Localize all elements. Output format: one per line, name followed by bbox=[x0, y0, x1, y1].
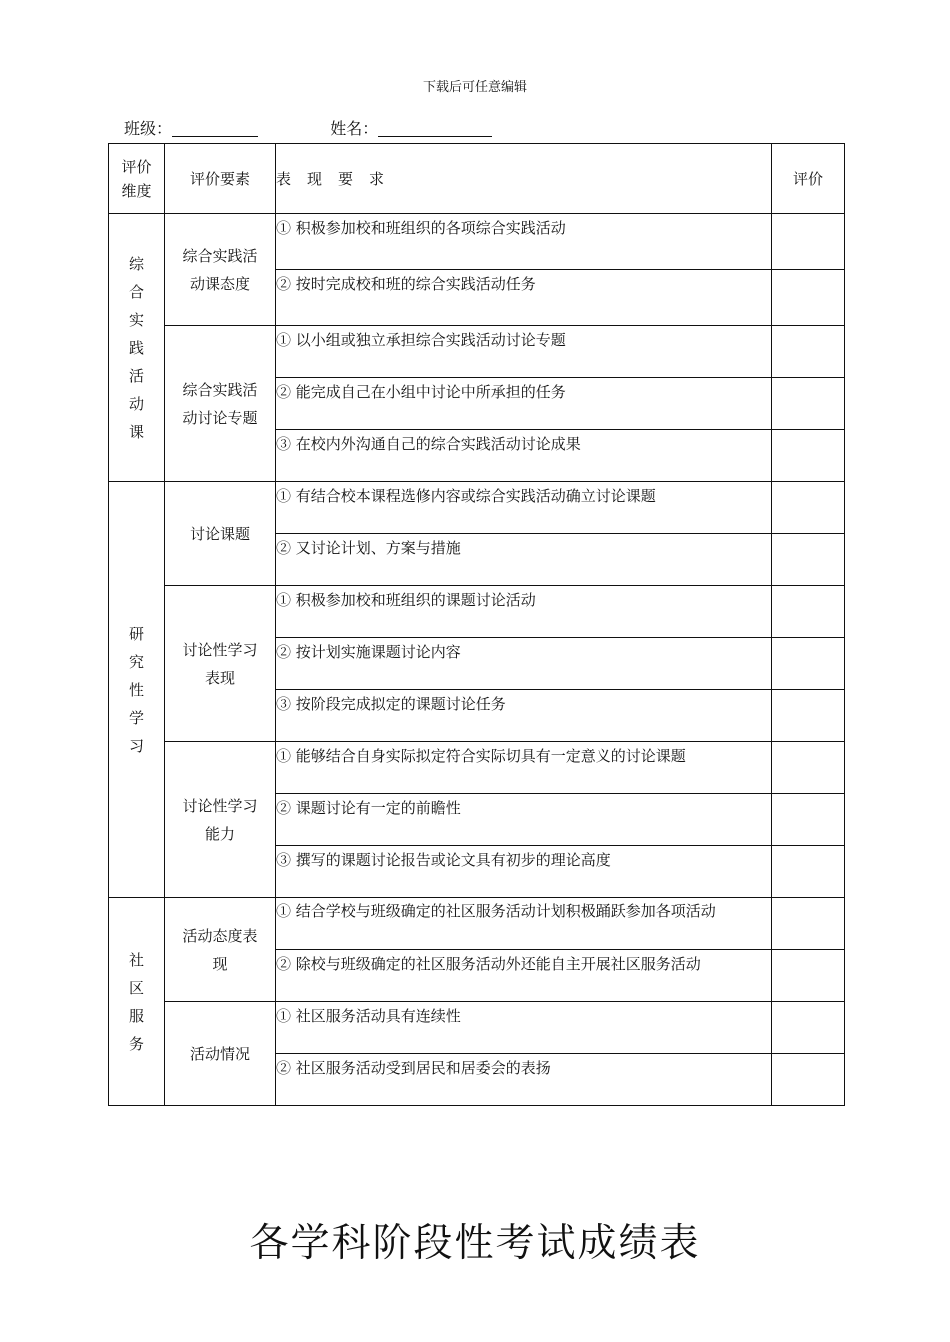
dimension-label bbox=[109, 250, 164, 446]
element-cell: 综合实践活动课态度 bbox=[165, 214, 276, 326]
header-requirement: 表现要求 bbox=[276, 144, 772, 214]
page-title: 各学科阶段性考试成绩表 bbox=[249, 1221, 701, 1266]
dimension-label bbox=[109, 620, 164, 760]
requirement-cell: ① 积极参加校和班组织的课题讨论活动 bbox=[276, 586, 772, 638]
header-note: 下载后可任意编辑 bbox=[422, 80, 527, 95]
table-row bbox=[109, 586, 845, 638]
score-cell[interactable] bbox=[772, 794, 845, 846]
score-cell[interactable] bbox=[772, 1054, 845, 1106]
score-cell[interactable] bbox=[772, 898, 845, 950]
dimension-char: 性 bbox=[128, 680, 144, 699]
table-row bbox=[109, 214, 845, 270]
form-fields bbox=[124, 116, 492, 139]
dimension-char: 综 bbox=[128, 254, 144, 273]
score-cell[interactable] bbox=[772, 430, 845, 482]
score-cell[interactable] bbox=[772, 482, 845, 534]
dimension-char: 社 bbox=[128, 950, 144, 969]
requirement-cell: ① 结合学校与班级确定的社区服务活动计划积极踊跃参加各项活动 bbox=[276, 898, 772, 950]
requirement-cell: ② 除校与班级确定的社区服务活动外还能自主开展社区服务活动 bbox=[276, 950, 772, 1002]
requirement-cell: ① 社区服务活动具有连续性 bbox=[276, 1002, 772, 1054]
dimension-label bbox=[109, 946, 164, 1058]
requirement-cell: ② 按时完成校和班的综合实践活动任务 bbox=[276, 270, 772, 326]
score-cell[interactable] bbox=[772, 378, 845, 430]
requirement-cell: ① 以小组或独立承担综合实践活动讨论专题 bbox=[276, 326, 772, 378]
element-cell: 讨论性学习能力 bbox=[165, 742, 276, 898]
table-row bbox=[109, 898, 845, 950]
dimension-char: 习 bbox=[128, 736, 144, 755]
score-cell[interactable] bbox=[772, 950, 845, 1002]
name-field[interactable] bbox=[378, 120, 492, 137]
table-header-row bbox=[109, 144, 845, 214]
requirement-cell: ② 又讨论计划、方案与措施 bbox=[276, 534, 772, 586]
dimension-char: 践 bbox=[128, 338, 144, 357]
dimension-char: 区 bbox=[128, 978, 144, 997]
dimension-char: 课 bbox=[128, 422, 144, 441]
header-dimension: 评价维度 bbox=[109, 144, 165, 214]
header-score: 评价 bbox=[772, 144, 845, 214]
element-cell: 活动态度表现 bbox=[165, 898, 276, 1002]
class-field[interactable] bbox=[172, 120, 258, 137]
score-cell[interactable] bbox=[772, 534, 845, 586]
score-cell[interactable] bbox=[772, 214, 845, 270]
requirement-cell: ① 积极参加校和班组织的各项综合实践活动 bbox=[276, 214, 772, 270]
dimension-cell bbox=[109, 898, 165, 1106]
score-cell[interactable] bbox=[772, 846, 845, 898]
dimension-char: 活 bbox=[128, 366, 144, 385]
class-label: 班级： bbox=[124, 119, 173, 138]
requirement-cell: ③ 在校内外沟通自己的综合实践活动讨论成果 bbox=[276, 430, 772, 482]
dimension-char: 合 bbox=[128, 282, 144, 301]
table-row bbox=[109, 1002, 845, 1054]
table-row bbox=[109, 482, 845, 534]
score-cell[interactable] bbox=[772, 270, 845, 326]
requirement-cell: ② 能完成自己在小组中讨论中所承担的任务 bbox=[276, 378, 772, 430]
requirement-cell: ② 按计划实施课题讨论内容 bbox=[276, 638, 772, 690]
header-element: 评价要素 bbox=[165, 144, 276, 214]
dimension-char: 学 bbox=[128, 708, 144, 727]
element-cell: 讨论课题 bbox=[165, 482, 276, 586]
table-row bbox=[109, 326, 845, 378]
name-label: 姓名： bbox=[330, 119, 379, 138]
requirement-cell: ② 课题讨论有一定的前瞻性 bbox=[276, 794, 772, 846]
element-cell: 讨论性学习表现 bbox=[165, 586, 276, 742]
dimension-char: 研 bbox=[128, 624, 144, 643]
element-cell: 综合实践活动讨论专题 bbox=[165, 326, 276, 482]
element-cell: 活动情况 bbox=[165, 1002, 276, 1106]
dimension-char: 服 bbox=[128, 1006, 144, 1025]
score-cell[interactable] bbox=[772, 326, 845, 378]
requirement-cell: ③ 按阶段完成拟定的课题讨论任务 bbox=[276, 690, 772, 742]
evaluation-table bbox=[108, 143, 845, 1106]
requirement-cell: ① 有结合校本课程选修内容或综合实践活动确立讨论课题 bbox=[276, 482, 772, 534]
dimension-char: 动 bbox=[128, 394, 144, 413]
table-row bbox=[109, 742, 845, 794]
dimension-char: 究 bbox=[128, 652, 144, 671]
dimension-char: 实 bbox=[128, 310, 144, 329]
score-cell[interactable] bbox=[772, 638, 845, 690]
dimension-cell bbox=[109, 482, 165, 898]
score-cell[interactable] bbox=[772, 690, 845, 742]
requirement-cell: ② 社区服务活动受到居民和居委会的表扬 bbox=[276, 1054, 772, 1106]
dimension-char: 务 bbox=[128, 1034, 144, 1053]
score-cell[interactable] bbox=[772, 586, 845, 638]
requirement-cell: ③ 撰写的课题讨论报告或论文具有初步的理论高度 bbox=[276, 846, 772, 898]
score-cell[interactable] bbox=[772, 1002, 845, 1054]
requirement-cell: ① 能够结合自身实际拟定符合实际切具有一定意义的讨论课题 bbox=[276, 742, 772, 794]
score-cell[interactable] bbox=[772, 742, 845, 794]
dimension-cell bbox=[109, 214, 165, 482]
